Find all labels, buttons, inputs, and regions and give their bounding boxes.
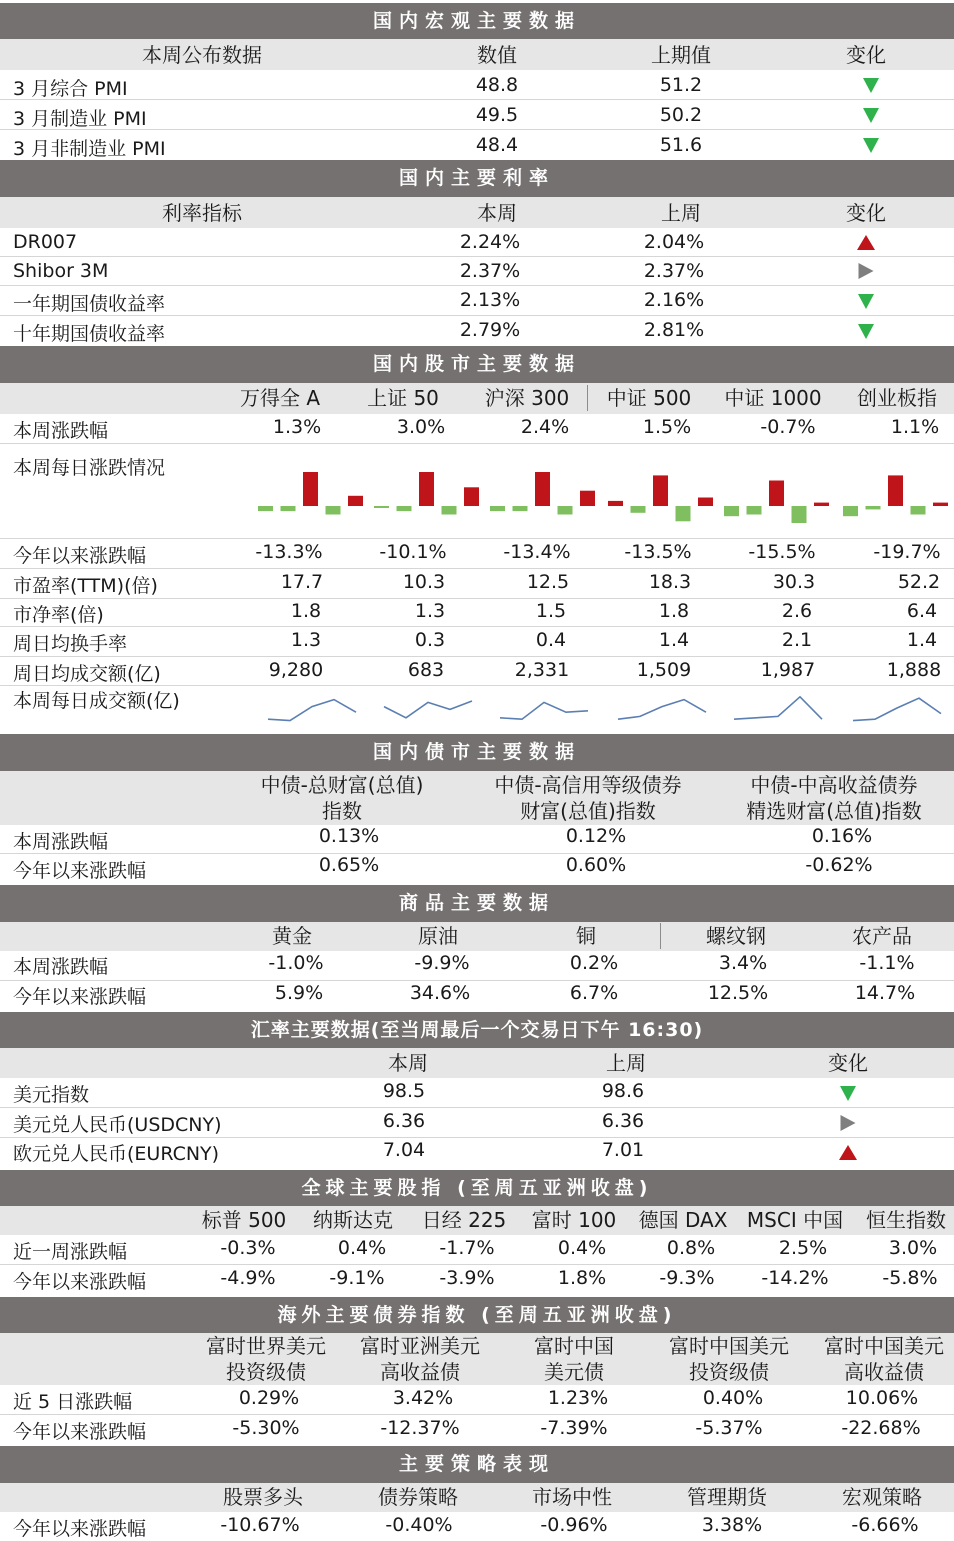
cell: 1.8% — [557, 1267, 607, 1289]
col-csi500: 中证 500 — [606, 386, 692, 410]
cell: 1.3 — [414, 600, 446, 622]
cell: 2.4% — [520, 416, 570, 438]
cell: 0.65% — [318, 854, 380, 876]
row-label: 市盈率(TTM)(倍) — [13, 575, 158, 597]
cell: -5.30% — [232, 1417, 300, 1439]
col-ftse-china-usd-ig: 富时中国美元 投资级债 — [669, 1334, 789, 1384]
cell: 3.0% — [888, 1237, 938, 1259]
section-title-macro: 国内宏观主要数据 — [0, 3, 954, 39]
daily-change-bar — [747, 506, 762, 515]
cell: 0.12% — [565, 825, 627, 847]
cell: 2.6 — [781, 600, 813, 622]
bond-index-1-header: 中债-总财富(总值) 指数 — [260, 773, 424, 823]
cell: -9.1% — [329, 1267, 385, 1289]
row-prev: 2.04% — [643, 231, 705, 253]
row-label: 近一周涨跌幅 — [13, 1241, 128, 1263]
col-crude-oil: 原油 — [418, 924, 458, 948]
daily-change-bar — [281, 506, 296, 511]
fx-header-row — [0, 1048, 954, 1078]
row-prev: 2.37% — [643, 260, 705, 282]
fx-header-prev: 上周 — [606, 1051, 646, 1075]
cell: 2.5% — [778, 1237, 828, 1259]
col-ftse100: 富时 100 — [531, 1208, 617, 1232]
cell: 3.0% — [396, 416, 446, 438]
change-down-icon — [863, 136, 879, 158]
cell: -12.37% — [380, 1417, 460, 1439]
cell: -4.9% — [220, 1267, 276, 1289]
cell: 6.7% — [569, 982, 619, 1004]
cell: 1.23% — [547, 1387, 609, 1409]
row-label: 欧元兑人民币(EURCNY) — [13, 1143, 220, 1165]
cell: 0.13% — [318, 825, 380, 847]
cell: -0.40% — [385, 1514, 453, 1536]
daily-change-bar — [348, 496, 363, 506]
daily-volume-line-chart — [0, 686, 954, 732]
row-label: 本周涨跌幅 — [13, 831, 109, 853]
row-label: 今年以来涨跌幅 — [13, 1271, 147, 1293]
table-row — [0, 1265, 954, 1294]
daily-change-bar — [814, 503, 829, 506]
col-agri: 农产品 — [852, 924, 912, 948]
col-managed-futures: 管理期货 — [687, 1485, 767, 1509]
table-row — [0, 1512, 954, 1538]
table-row — [0, 569, 954, 599]
cell: 3.4% — [718, 952, 768, 974]
section-title-stocks: 国内股市主要数据 — [0, 346, 954, 383]
cell: 0.40% — [702, 1387, 764, 1409]
col-bond-strategy: 债券策略 — [378, 1485, 458, 1509]
row-prev: 2.16% — [643, 289, 705, 311]
row-value: 49.5 — [475, 104, 519, 126]
change-flat-icon — [841, 1114, 856, 1136]
cell: 683 — [407, 659, 445, 681]
change-up-icon — [839, 1143, 857, 1165]
cell: 1.8 — [658, 600, 690, 622]
col-ftse-world-usd-ig: 富时世界美元 投资级债 — [206, 1334, 326, 1384]
daily-change-bar — [769, 481, 784, 507]
cell: 6.4 — [906, 600, 938, 622]
row-value: 48.8 — [475, 74, 519, 96]
table-row — [0, 539, 954, 569]
cell: 0.4% — [337, 1237, 387, 1259]
daily-change-bar — [535, 472, 550, 506]
row-label: 今年以来涨跌幅 — [13, 545, 147, 567]
cell: 52.2 — [897, 571, 941, 593]
cell: 12.5% — [707, 982, 769, 1004]
daily-change-bar — [631, 506, 646, 513]
daily-change-bar — [911, 506, 926, 515]
cell: 9,280 — [268, 659, 324, 681]
daily-volume-sparkline — [268, 700, 356, 721]
row-label: 十年期国债收益率 — [13, 323, 166, 345]
table-row — [0, 981, 954, 1010]
daily-change-bar — [698, 498, 713, 507]
rates-header-change: 变化 — [846, 201, 886, 225]
global-equity-header-row — [0, 1206, 954, 1235]
table-row — [0, 130, 954, 159]
cell: 1,987 — [760, 659, 816, 681]
section-title-global-equity: 全球主要股指 (至周五亚洲收盘) — [0, 1170, 954, 1206]
row-label: 3 月非制造业 PMI — [13, 138, 166, 160]
row-prev: 6.36 — [601, 1110, 645, 1132]
row-label: 一年期国债收益率 — [13, 293, 166, 315]
col-rebar: 螺纹钢 — [706, 924, 766, 948]
daily-change-bar — [419, 472, 434, 506]
daily-change-bar — [303, 472, 318, 506]
cell: -5.8% — [882, 1267, 938, 1289]
col-market-neutral: 市场中性 — [532, 1485, 612, 1509]
cell: 1.5 — [535, 600, 567, 622]
daily-change-bar — [653, 475, 668, 506]
section-title-rates: 国内主要利率 — [0, 160, 954, 197]
daily-change-bar — [843, 506, 858, 516]
change-down-icon — [863, 76, 879, 98]
cell: -22.68% — [841, 1417, 921, 1439]
row-label: 3 月综合 PMI — [13, 78, 128, 100]
row-prev: 50.2 — [659, 104, 703, 126]
row-label: 本周每日涨跌情况 — [13, 457, 166, 479]
cell: -5.37% — [695, 1417, 763, 1439]
daily-change-bar — [326, 506, 341, 515]
cell: 1.3% — [272, 416, 322, 438]
change-down-icon — [840, 1084, 856, 1106]
cell: 1.4 — [658, 629, 690, 651]
cell: 2,331 — [514, 659, 570, 681]
daily-change-bar — [933, 503, 948, 506]
cell: 0.3 — [414, 629, 446, 651]
daily-volume-sparkline — [500, 702, 588, 719]
row-label: 近 5 日涨跌幅 — [13, 1391, 133, 1413]
cell: -0.3% — [220, 1237, 276, 1259]
cell: 10.3 — [402, 571, 446, 593]
row-label: 市净率(倍) — [13, 604, 104, 626]
row-prev: 51.2 — [659, 74, 703, 96]
daily-change-bar — [608, 501, 623, 506]
column-divider — [660, 923, 661, 949]
cell: 0.29% — [238, 1387, 300, 1409]
cell: 34.6% — [409, 982, 471, 1004]
col-wind-a: 万得全 A — [239, 386, 321, 410]
commodities-header-row — [0, 922, 954, 951]
table-row — [0, 100, 954, 130]
cell: 18.3 — [648, 571, 692, 593]
row-label: 美元兑人民币(USDCNY) — [13, 1114, 222, 1136]
row-label: DR007 — [13, 231, 78, 253]
table-row — [0, 1138, 954, 1167]
row-value: 2.37% — [459, 260, 521, 282]
bond-index-2-header: 中债-高信用等级债券 财富(总值)指数 — [494, 773, 682, 823]
table-row — [0, 627, 954, 657]
cell: 1.1% — [890, 416, 940, 438]
cell: 0.60% — [565, 854, 627, 876]
col-sp500: 标普 500 — [201, 1208, 287, 1232]
daily-change-bar — [464, 487, 479, 506]
table-row — [0, 1235, 954, 1265]
cell: -10.67% — [220, 1514, 300, 1536]
table-row — [0, 854, 954, 882]
table-row — [0, 286, 954, 316]
daily-volume-sparkline — [853, 698, 941, 720]
strategies-header-row — [0, 1483, 954, 1512]
cell: 3.38% — [701, 1514, 763, 1536]
row-label: 今年以来涨跌幅 — [13, 986, 147, 1008]
cell: 0.4 — [535, 629, 567, 651]
col-ftse-china-usd-hy: 富时中国美元 高收益债 — [824, 1334, 944, 1384]
section-title-commodities: 商品主要数据 — [0, 885, 954, 922]
change-down-icon — [858, 292, 874, 314]
row-value: 48.4 — [475, 134, 519, 156]
col-csi300: 沪深 300 — [484, 386, 570, 410]
rates-header-value: 本周 — [477, 201, 517, 225]
cell: 1,509 — [636, 659, 692, 681]
col-dax: 德国 DAX — [638, 1208, 728, 1232]
change-up-icon — [857, 233, 875, 255]
daily-change-bar — [580, 491, 595, 506]
cell: -3.9% — [439, 1267, 495, 1289]
table-row — [0, 257, 954, 286]
cell: 10.06% — [845, 1387, 919, 1409]
cell: 12.5 — [526, 571, 570, 593]
row-label: 今年以来涨跌幅 — [13, 860, 147, 882]
cell: 0.2% — [569, 952, 619, 974]
row-label: 今年以来涨跌幅 — [13, 1421, 147, 1443]
col-ftse-asia-usd-hy: 富时亚洲美元 高收益债 — [360, 1334, 480, 1384]
daily-volume-sparkline — [618, 700, 706, 720]
row-prev: 51.6 — [659, 134, 703, 156]
row-label: 周日均换手率 — [13, 633, 128, 655]
bond-index-3-header: 中债-中高收益债券 精选财富(总值)指数 — [746, 773, 922, 823]
cell: -14.2% — [761, 1267, 829, 1289]
col-csi1000: 中证 1000 — [724, 386, 822, 410]
section-title-strategies: 主要策略表现 — [0, 1446, 954, 1483]
cell: 0.4% — [557, 1237, 607, 1259]
cell: -13.4% — [503, 541, 571, 563]
fx-header-value: 本周 — [388, 1051, 428, 1075]
row-value: 2.13% — [459, 289, 521, 311]
cell: 1.4 — [906, 629, 938, 651]
table-row — [0, 1078, 954, 1108]
col-equity-long: 股票多头 — [223, 1485, 303, 1509]
row-label: 本周涨跌幅 — [13, 956, 109, 978]
row-value: 2.79% — [459, 319, 521, 341]
cell: -1.7% — [439, 1237, 495, 1259]
stocks-header-row — [0, 383, 954, 414]
col-chinext: 创业板指 — [857, 386, 937, 410]
daily-volume-sparkline — [734, 697, 822, 719]
cell: -7.39% — [540, 1417, 608, 1439]
section-title-bonds: 国内债市主要数据 — [0, 734, 954, 771]
table-row — [0, 1385, 954, 1415]
col-ftse-china-usd: 富时中国 美元债 — [534, 1334, 614, 1384]
bonds-header-row — [0, 771, 954, 825]
col-nikkei: 日经 225 — [421, 1208, 507, 1232]
cell: -10.1% — [379, 541, 447, 563]
cell: 17.7 — [280, 571, 324, 593]
cell: -13.3% — [255, 541, 323, 563]
row-label: 本周每日成交额(亿) — [13, 690, 180, 712]
row-value: 6.36 — [382, 1110, 426, 1132]
overseas-bonds-header-row — [0, 1333, 954, 1385]
rates-header-label: 利率指标 — [162, 201, 242, 225]
change-down-icon — [858, 322, 874, 344]
cell: 3.42% — [392, 1387, 454, 1409]
cell: 0.8% — [666, 1237, 716, 1259]
col-msci-china: MSCI 中国 — [746, 1208, 844, 1232]
row-value: 98.5 — [382, 1080, 426, 1102]
daily-change-bar — [513, 506, 528, 511]
row-label: Shibor 3M — [13, 260, 109, 282]
row-label: 本周涨跌幅 — [13, 420, 109, 442]
rates-header-row — [0, 197, 954, 228]
cell: 1.8 — [290, 600, 322, 622]
macro-header-prev: 上期值 — [651, 43, 711, 67]
daily-change-bar — [397, 506, 412, 511]
cell: -9.9% — [414, 952, 470, 974]
daily-change-bar — [676, 506, 691, 521]
cell: 14.7% — [854, 982, 916, 1004]
cell: -9.3% — [659, 1267, 715, 1289]
col-nasdaq: 纳斯达克 — [313, 1208, 393, 1232]
row-label: 周日均成交额(亿) — [13, 663, 161, 685]
cell: -15.5% — [748, 541, 816, 563]
cell: 1.5% — [642, 416, 692, 438]
table-row — [0, 1415, 954, 1444]
row-label: 美元指数 — [13, 1084, 90, 1106]
daily-change-bar — [558, 506, 573, 515]
row-value: 2.24% — [459, 231, 521, 253]
table-row — [0, 414, 954, 444]
daily-volume-sparkline — [384, 701, 472, 718]
cell: 1,888 — [886, 659, 942, 681]
col-gold: 黄金 — [272, 924, 312, 948]
table-row — [0, 599, 954, 627]
cell: -1.0% — [268, 952, 324, 974]
row-label: 今年以来涨跌幅 — [13, 1518, 147, 1540]
cell: -0.96% — [540, 1514, 608, 1536]
daily-change-bar — [442, 506, 457, 515]
daily-change-bar — [792, 506, 807, 523]
daily-change-bar — [724, 506, 739, 516]
table-row — [0, 228, 954, 257]
row-prev: 2.81% — [643, 319, 705, 341]
fx-header-change: 变化 — [828, 1051, 868, 1075]
col-hsi: 恒生指数 — [866, 1208, 946, 1232]
macro-header-label: 本周公布数据 — [142, 43, 262, 67]
rates-header-prev: 上周 — [661, 201, 701, 225]
macro-header-value: 数值 — [477, 43, 517, 67]
section-title-overseas-bonds: 海外主要债券指数 (至周五亚洲收盘) — [0, 1297, 954, 1333]
cell: -0.7% — [760, 416, 816, 438]
cell: 5.9% — [274, 982, 324, 1004]
col-macro-strategy: 宏观策略 — [842, 1485, 922, 1509]
cell: 30.3 — [772, 571, 816, 593]
table-row — [0, 70, 954, 100]
daily-change-bar — [374, 506, 389, 508]
row-prev: 7.01 — [601, 1139, 645, 1161]
table-row — [0, 951, 954, 981]
daily-change-bar — [888, 475, 903, 506]
cell: -6.66% — [851, 1514, 919, 1536]
table-row — [0, 1108, 954, 1138]
col-sse50: 上证 50 — [367, 386, 439, 410]
cell: -13.5% — [624, 541, 692, 563]
table-row — [0, 657, 954, 686]
column-divider — [587, 385, 588, 411]
col-copper: 铜 — [576, 924, 596, 948]
row-prev: 98.6 — [601, 1080, 645, 1102]
section-title-fx: 汇率主要数据(至当周最后一个交易日下午 16:30) — [0, 1012, 954, 1048]
daily-change-bar-chart — [0, 444, 954, 538]
table-row — [0, 825, 954, 854]
cell: 1.3 — [290, 629, 322, 651]
row-label: 3 月制造业 PMI — [13, 108, 147, 130]
daily-change-bar — [490, 506, 505, 511]
macro-header-row — [0, 39, 954, 70]
cell: -0.62% — [805, 854, 873, 876]
change-down-icon — [863, 106, 879, 128]
daily-change-bar — [866, 506, 881, 509]
daily-change-bar — [258, 506, 273, 511]
row-value: 7.04 — [382, 1139, 426, 1161]
cell: 2.1 — [781, 629, 813, 651]
cell: -19.7% — [873, 541, 941, 563]
macro-header-change: 变化 — [846, 43, 886, 67]
cell: -1.1% — [859, 952, 915, 974]
table-row — [0, 316, 954, 345]
change-flat-icon — [859, 262, 874, 284]
cell: 0.16% — [811, 825, 873, 847]
